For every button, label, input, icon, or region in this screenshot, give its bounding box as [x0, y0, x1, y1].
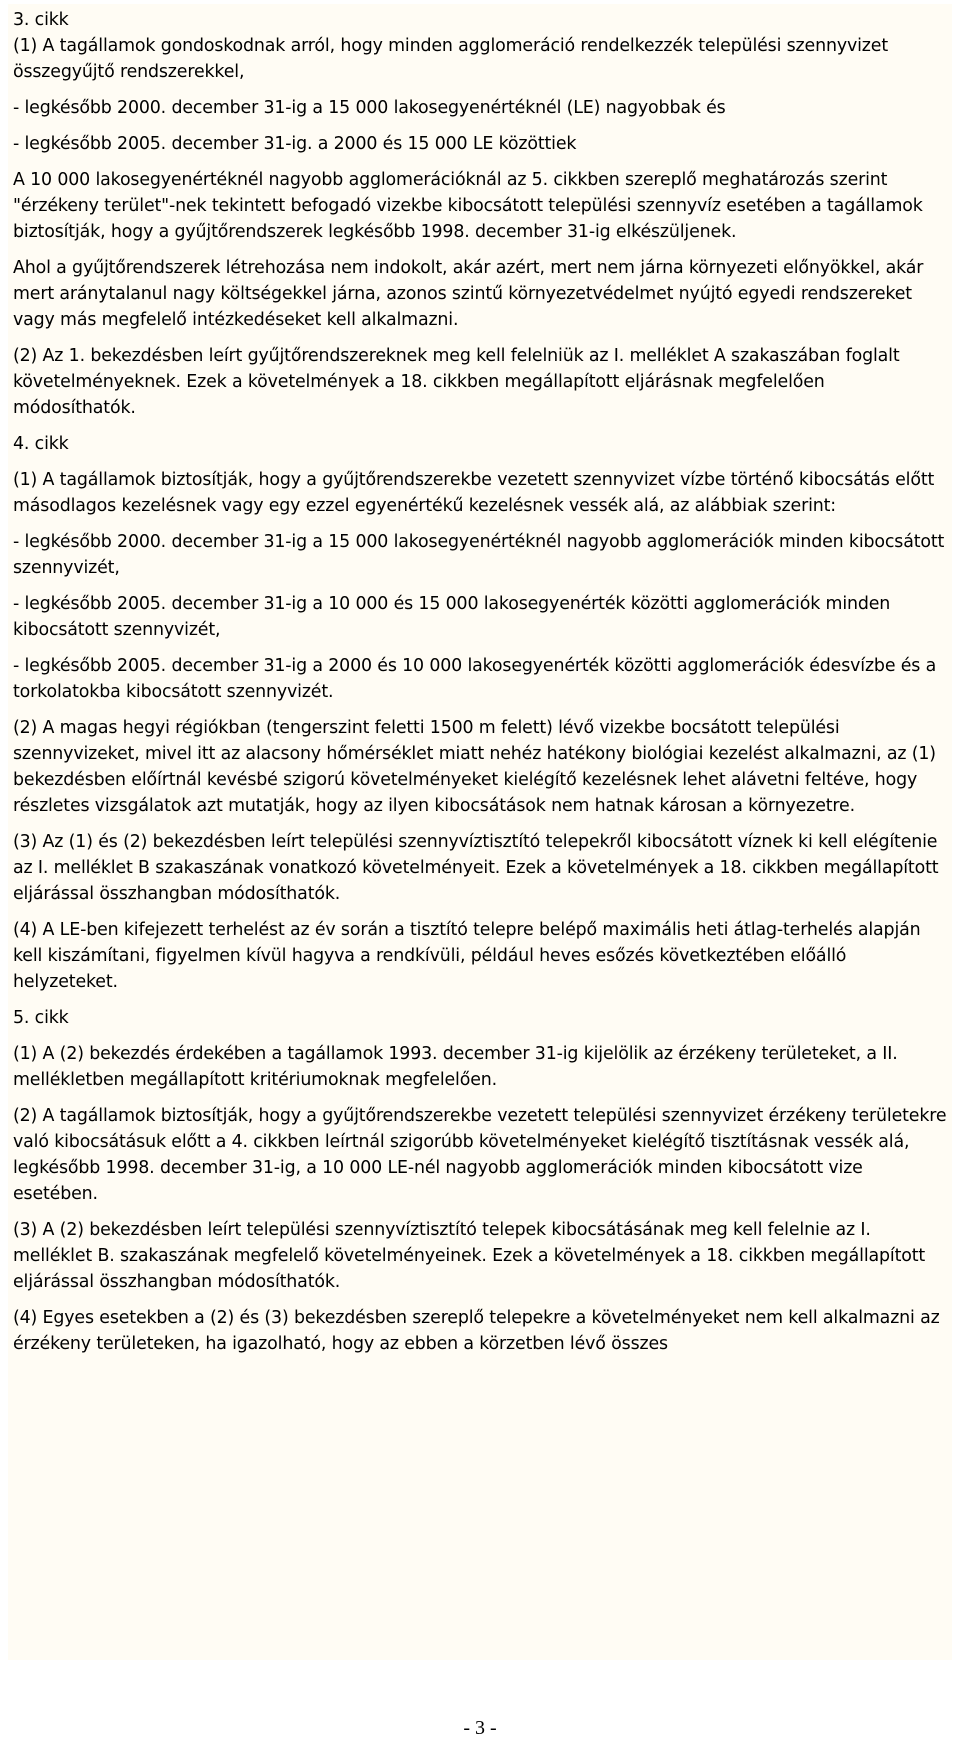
paragraph: (1) A (2) bekezdés érdekében a tagállamok 1993. december 31-ig kijelölik az érzékeny területeket, a II. mellékletben megállapított kritériumoknak megfelelően.	[13, 1044, 898, 1090]
list-item: - legkésőbb 2005. december 31-ig a 2000 és 10 000 lakosegyenérték közötti agglomerációk édesvízbe és a torkolatokba kibocsátott szennyvizét.	[13, 656, 937, 702]
list-item: - legkésőbb 2005. december 31-ig a 10 000 és 15 000 lakosegyenérték közötti agglomerációk minden kibocsátott szennyvizét,	[13, 594, 891, 640]
paragraph: (3) A (2) bekezdésben leírt települési szennyvíztisztító telepek kibocsátásának meg kell felelnie az I. melléklet B. szakaszának megfelelő követelményeinek. Ezek a követelmények a 18. cikkben megállapított eljárással összhangban módosíthatók.	[13, 1220, 926, 1292]
article-heading-4: 4. cikk	[13, 434, 69, 454]
article-heading-5: 5. cikk	[13, 1008, 69, 1028]
list-item: - legkésőbb 2000. december 31-ig a 15 000 lakosegyenértéknél nagyobb agglomerációk minden kibocsátott szennyvizét,	[13, 532, 945, 578]
paragraph: (4) A LE-ben kifejezett terhelést az év során a tisztító telepre belépő maximális heti átlag-terhelés alapján kell kiszámítani, figyelmen kívül hagyva a rendkívüli, például heves esőzés következtében előálló helyzeteket.	[13, 920, 921, 992]
page-number: - 3 -	[463, 1717, 497, 1739]
paragraph: (2) A tagállamok biztosítják, hogy a gyűjtőrendszerekbe vezetett települési szennyvizet érzékeny területekre való kibocsátásuk előtt a 4. cikkben leírtnál szigorúbb követelményeket kielégítő tisztításnak vessék alá, legkésőbb 1998. december 31-ig, a 10 000 LE-nél nagyobb agglomerációk minden kibocsátott vize esetében.	[13, 1106, 947, 1204]
paragraph: (1) A tagállamok gondoskodnak arról, hogy minden agglomeráció rendelkezzék települési szennyvizet összegyűjtő rendszerekkel,	[13, 36, 888, 82]
paragraph: (2) Az 1. bekezdésben leírt gyűjtőrendszereknek meg kell felelniük az I. melléklet A szakaszában foglalt követelményeknek. Ezek a követelmények a 18. cikkben megállapított eljárásnak megfelelően módosíthatók.	[13, 346, 900, 418]
paragraph: A 10 000 lakosegyenértéknél nagyobb agglomerációknál az 5. cikkben szereplő meghatározás szerint "érzékeny terület"-nek tekintett befogadó vizekbe kibocsátott települési szennyvíz esetében a tagállamok biztosítják, hogy a gyűjtőrendszerek legkésőbb 1998. december 31-ig elkészüljenek.	[13, 170, 923, 242]
article-heading-3: 3. cikk	[13, 10, 69, 30]
paragraph: (3) Az (1) és (2) bekezdésben leírt települési szennyvíztisztító telepekről kibocsátott víznek ki kell elégítenie az I. melléklet B szakaszának vonatkozó követelményeit. Ezek a követelmények a 18. cikkben megállapított eljárással összhangban módosíthatók.	[13, 832, 939, 904]
document-body	[8, 4, 952, 1357]
paragraph: Ahol a gyűjtőrendszerek létrehozása nem indokolt, akár azért, mert nem járna környezeti előnyökkel, akár mert aránytalanul nagy költségekkel járna, azonos szintű környezetvédelmet nyújtó egyedi rendszereket vagy más megfelelő intézkedéseket kell alkalmazni.	[13, 258, 924, 330]
paragraph: (4) Egyes esetekben a (2) és (3) bekezdésben szereplő telepekre a követelményeket nem kell alkalmazni az érzékeny területeken, ha igazolható, hogy az ebben a körzetben lévő összes	[13, 1308, 940, 1354]
paragraph: (1) A tagállamok biztosítják, hogy a gyűjtőrendszerekbe vezetett szennyvizet vízbe történő kibocsátás előtt másodlagos kezelésnek vagy egy ezzel egyenértékű kezelésnek vessék alá, az alábbiak szerint:	[13, 470, 935, 516]
paragraph: (2) A magas hegyi régiókban (tengerszint feletti 1500 m felett) lévő vizekbe bocsátott települési szennyvizeket, mivel itt az alacsony hőmérséklet miatt nehéz hatékony biológiai kezelést alkalmazni, az (1) bekezdésben előírtnál kevésbé szigorú követelményeket kielégítő kezelésnek lehet alávetni feltéve, hogy részletes vizsgálatok azt mutatják, hogy az ilyen kibocsátások nem hatnak károsan a környezetre.	[13, 718, 936, 816]
document-content-area	[8, 4, 952, 1660]
list-item: - legkésőbb 2000. december 31-ig a 15 000 lakosegyenértéknél (LE) nagyobbak és	[13, 98, 726, 118]
list-item: - legkésőbb 2005. december 31-ig. a 2000 és 15 000 LE közöttiek	[13, 134, 577, 154]
